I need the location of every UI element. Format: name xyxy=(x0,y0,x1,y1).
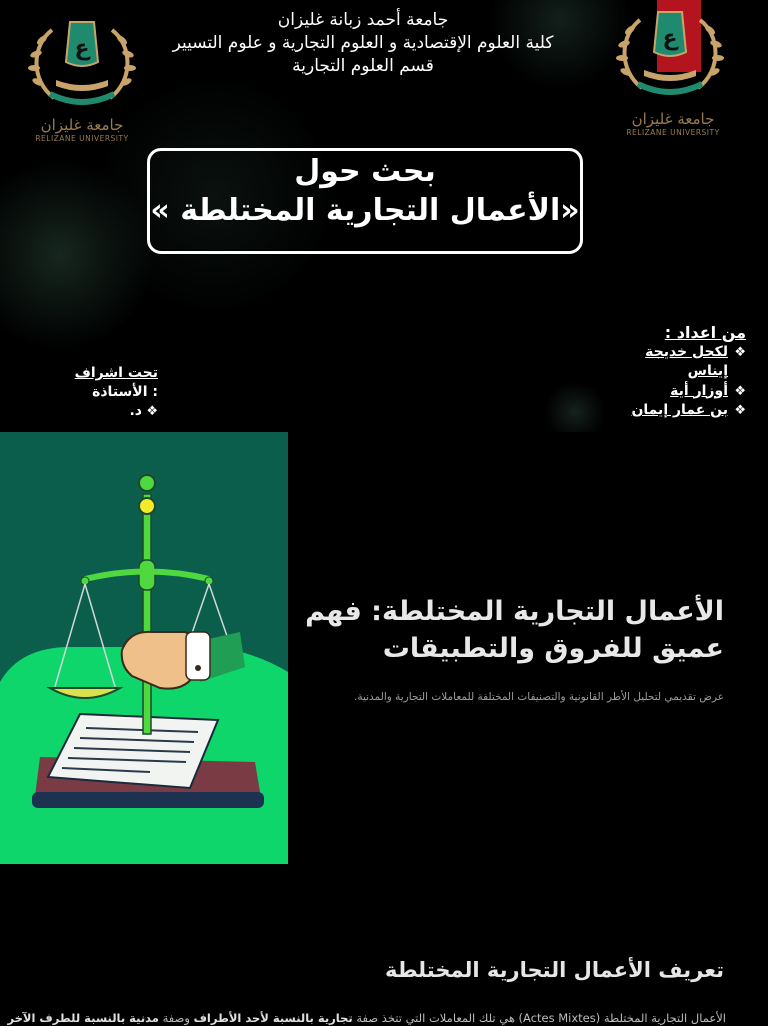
student-item xyxy=(486,401,746,421)
professor-item xyxy=(40,402,158,421)
definition-text-mid: وصفة xyxy=(158,1011,194,1025)
laurel-emblem-icon xyxy=(600,0,740,105)
supervision-block xyxy=(40,364,158,421)
definition-bold-civil: مدنية بالنسبة للطرف الآخر xyxy=(7,1011,159,1025)
student-name: إيناس xyxy=(687,363,728,379)
department-name: قسم العلوم التجارية xyxy=(292,56,434,76)
student-item xyxy=(486,362,746,382)
research-title xyxy=(130,152,600,230)
supervision-heading: تحت اشراف xyxy=(74,365,158,381)
diamond-bullet-icon: ❖ xyxy=(734,403,746,418)
logo-right-caption xyxy=(603,110,743,138)
student-item xyxy=(486,343,746,363)
student-name: لكحل خديجة xyxy=(645,343,728,360)
logo-arabic-name: جامعة غليزان xyxy=(631,110,715,128)
logo-english-name: RELIZANE UNIVERSITY xyxy=(626,128,720,137)
student-name: بن عمار إيمان xyxy=(631,402,728,418)
diamond-bullet-icon: ❖ xyxy=(734,344,746,360)
university-name: جامعة أحمد زبانة غليزان xyxy=(277,10,449,30)
overview-heading: الأعمال التجارية المختلطة: فهم عميق للفروق والتطبيقات xyxy=(305,596,724,664)
title-line-2: «الأعمال التجارية المختلطة » xyxy=(150,193,580,228)
definition-bold-commercial: تجارية بالنسبة لأحد الأطراف xyxy=(193,1011,353,1025)
prepared-by-block xyxy=(486,323,746,421)
definition-text-start: الأعمال التجارية المختلطة (Actes Mixtes) هي تلك المعاملات التي تتخذ صفة xyxy=(352,1011,726,1025)
diamond-bullet-icon: ❖ xyxy=(734,383,746,399)
prepared-by-heading: من اعداد : xyxy=(664,323,746,342)
logo-left-caption xyxy=(12,116,152,144)
cover-slide xyxy=(0,0,768,432)
professor-name: د. xyxy=(129,403,142,419)
title-line-1: بحث حول xyxy=(294,154,436,189)
student-name: أوزار أية xyxy=(670,382,728,399)
student-item xyxy=(486,382,746,402)
faculty-name: كلية العلوم الإقتصادية و العلوم التجارية و علوم التسيير xyxy=(172,33,554,53)
diamond-bullet-icon: ❖ xyxy=(146,404,158,419)
logo-arabic-name: جامعة غليزان xyxy=(40,116,124,134)
overview-subtitle: عرض تقديمي لتحليل الأطر القانونية والتصنيفات المختلفة للمعاملات التجارية والمدنية. xyxy=(353,691,724,703)
institution-header xyxy=(150,9,576,78)
svg-text:ع: ع xyxy=(662,26,678,51)
laurel-emblem-icon xyxy=(12,10,152,115)
logo-english-name: RELIZANE UNIVERSITY xyxy=(35,134,129,143)
svg-text:ع: ع xyxy=(74,36,90,61)
definition-heading: تعريف الأعمال التجارية المختلطة xyxy=(384,958,724,982)
supervision-subheading: : الأستاذة xyxy=(92,384,158,400)
scales-justice-icon xyxy=(0,432,288,864)
scales-of-justice-illustration xyxy=(0,432,288,864)
